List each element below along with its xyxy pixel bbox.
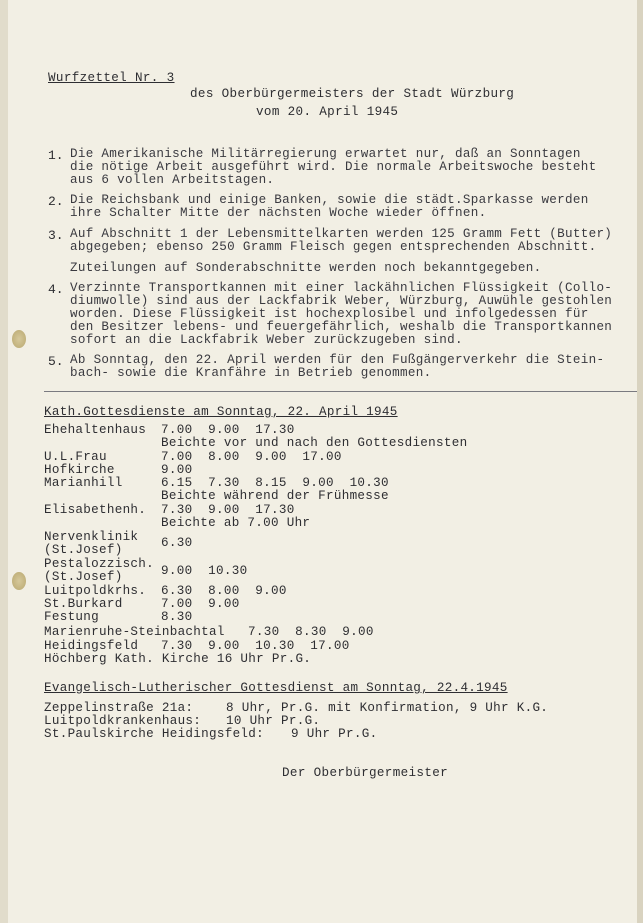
notice-line: abgegeben; ebenso 250 Gramm Fleisch gegen entsprechenden Abschnitt. [70,240,597,254]
church-name: Nervenklinik [44,530,139,544]
notice-number: 1. [48,148,64,163]
church-name: Elisabethenh. [44,503,147,517]
punch-hole [12,572,26,590]
service-times: 7.00 9.00 [161,597,240,611]
church-name: Zeppelinstraße 21a: [44,701,194,715]
church-name: Marianhill [44,476,123,490]
service-times: 9 Uhr Pr.G. [291,727,378,741]
punch-hole [12,330,26,348]
date-line: vom 20. April 1945 [256,105,399,119]
church-name: Festung [44,610,100,624]
notice-line: worden. Diese Flüssigkeit ist hochexplosibel und infolgedessen für [70,307,589,321]
notice-number: 4. [48,282,64,297]
notice-line: Die Amerikanische Militärregierung erwartet nur, daß an Sonntagen [70,147,581,161]
notice-line: Zuteilungen auf Sonderabschnitte werden noch bekanntgegeben. [70,261,542,275]
divider-line [44,391,642,392]
notice-line: aus 6 vollen Arbeitstagen. [70,173,275,187]
service-times: 8 Uhr, Pr.G. mit Konfirmation, 9 Uhr K.G. [226,701,549,715]
church-name: Heidingsfeld [44,639,139,653]
notice-line: die nötige Arbeit ausgeführt wird. Die normale Arbeitswoche besteht [70,160,597,174]
document-title: Wurfzettel Nr. 3 [48,71,175,85]
service-times: 6.30 8.00 9.00 [161,584,287,598]
service-times: 7.00 9.00 17.30 [161,423,295,437]
notice-line: sofort an die Lackfabrik Weber zurückzugeben sind. [70,333,463,347]
church-name: U.L.Frau [44,450,107,464]
church-name-suffix: (St.Josef) [44,543,123,557]
church-name: St.Paulskirche Heidingsfeld: [44,727,265,741]
service-times: 9.00 [161,463,193,477]
service-times: 9.00 10.30 [161,564,248,578]
issuer-line: des Oberbürgermeisters der Stadt Würzburg [190,87,515,101]
notice-line: diumwolle) sind aus der Lackfabrik Weber, Würzburg, Auwühle gestohlen [70,294,613,308]
service-times: 6.15 7.30 8.15 9.00 10.30 [161,476,389,490]
church-name: St.Burkard [44,597,123,611]
notice-line: Ab Sonntag, den 22. April werden für den Fußgängerverkehr die Stein- [70,353,605,367]
evangelical-services-heading: Evangelisch-Lutherischer Gottesdienst am Sonntag, 22.4.1945 [44,681,508,695]
service-times: 7.30 9.00 17.30 [161,503,295,517]
notice-line: den Besitzer lebens- und feuergefährlich, weshalb die Transportkannen [70,320,613,334]
church-name: Höchberg Kath. Kirche 16 Uhr Pr.G. [44,652,312,666]
church-name: Marienruhe-Steinbachtal [44,625,225,639]
service-times: 10 Uhr Pr.G. [226,714,321,728]
service-note: Beichte während der Frühmesse [161,489,389,503]
service-times: 6.30 [161,536,193,550]
church-name: Luitpoldkrhs. [44,584,147,598]
service-note: Beichte ab 7.00 Uhr [161,516,311,530]
notice-line: Verzinnte Transportkannen mit einer lackähnlichen Flüssigkeit (Collo- [70,281,613,295]
notice-line: Auf Abschnitt 1 der Lebensmittelkarten werden 125 Gramm Fett (Butter) [70,227,613,241]
signature-line: Der Oberbürgermeister [282,766,449,780]
catholic-services-heading: Kath.Gottesdienste am Sonntag, 22. April 1945 [44,405,398,419]
service-times: 8.30 [161,610,193,624]
notice-line: Die Reichsbank und einige Banken, sowie die städt.Sparkasse werden [70,193,589,207]
notice-number: 3. [48,228,64,243]
service-times: 7.30 8.30 9.00 [248,625,374,639]
church-name: Pestalozzisch. [44,557,155,571]
service-times: 7.00 8.00 9.00 17.00 [161,450,342,464]
notice-line: ihre Schalter Mitte der nächsten Woche wieder öffnen. [70,206,487,220]
church-name: Ehehaltenhaus [44,423,147,437]
service-times: 7.30 9.00 10.30 17.00 [161,639,350,653]
church-name-suffix: (St.Josef) [44,570,123,584]
notice-number: 2. [48,194,64,209]
church-name: Luitpoldkrankenhaus: [44,714,202,728]
notice-number: 5. [48,354,64,369]
notice-line: bach- sowie die Kranfähre in Betrieb genommen. [70,366,432,380]
church-name: Hofkirche [44,463,115,477]
service-note: Beichte vor und nach den Gottesdiensten [161,436,468,450]
